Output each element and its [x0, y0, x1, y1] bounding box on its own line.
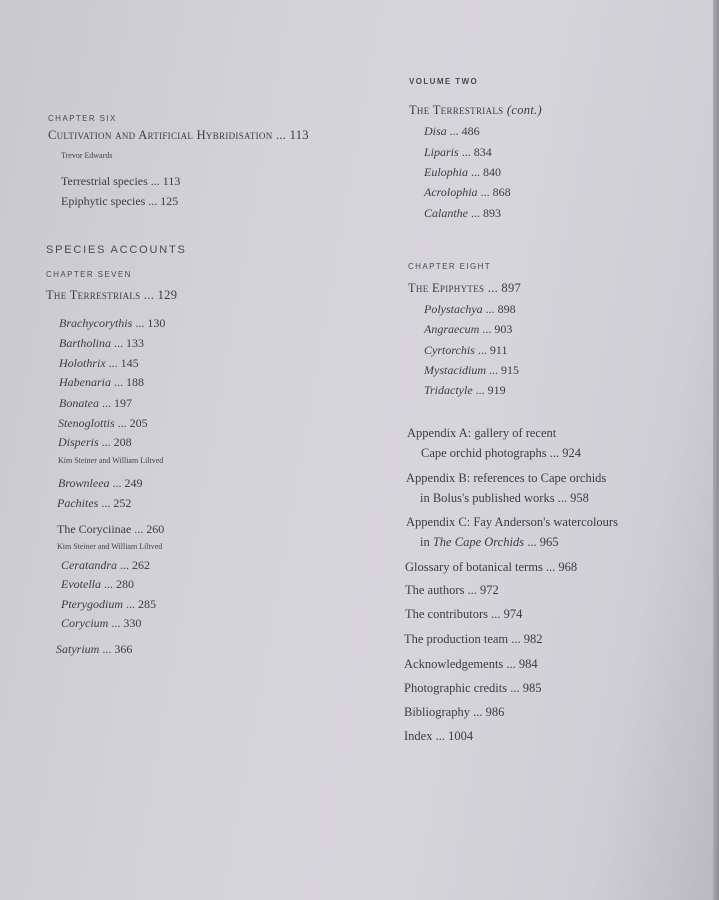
toc-entry: Bartholina ... 133: [59, 336, 145, 350]
chapter-seven-title: The Terrestrials ... 129: [46, 288, 178, 302]
toc-entry: Mystacidium ... 915: [424, 363, 519, 377]
toc-entry: The contributors ... 974: [405, 607, 523, 621]
terrestrials-cont-title: The Terrestrials (cont.): [409, 103, 542, 117]
toc-entry: Liparis ... 834: [424, 145, 492, 159]
toc-entry: Photographic credits ... 985: [404, 681, 542, 695]
chapter-six-label: CHAPTER SIX: [48, 114, 117, 123]
toc-entry: The production team ... 982: [404, 632, 543, 646]
toc-entry: Stenoglottis ... 205: [58, 416, 148, 430]
toc-entry: Ceratandra ... 262: [61, 558, 151, 572]
chapter-six-author: Trevor Edwards: [61, 151, 113, 160]
toc-entry: Epiphytic species ... 125: [61, 194, 179, 208]
toc-entry: Pterygodium ... 285: [61, 597, 156, 611]
appendix-a-line1: Appendix A: gallery of recent: [407, 426, 557, 440]
toc-entry: Acrolophia ... 868: [424, 185, 511, 199]
toc-entry: Tridactyle ... 919: [424, 383, 506, 397]
toc-entry: Eulophia ... 840: [424, 165, 501, 179]
species-accounts-heading: SPECIES ACCOUNTS: [46, 244, 187, 256]
appendix-c-line1: Appendix C: Fay Anderson's watercolours: [406, 515, 618, 529]
toc-entry: Disa ... 486: [424, 124, 480, 138]
toc-entry: Index ... 1004: [404, 729, 474, 743]
toc-entry: Habenaria ... 188: [59, 375, 144, 389]
toc-entry: Satyrium ... 366: [56, 642, 133, 656]
toc-entry: Disperis ... 208: [58, 435, 132, 449]
appendix-b-line2: in Bolus's published works ... 958: [420, 491, 589, 505]
toc-entry: Brownleea ... 249: [58, 476, 143, 490]
appendix-a-line2: Cape orchid photographs ... 924: [421, 446, 582, 460]
toc-entry: Cyrtorchis ... 911: [424, 343, 508, 357]
toc-entry: Bonatea ... 197: [59, 396, 132, 410]
appendix-b-line1: Appendix B: references to Cape orchids: [406, 471, 607, 485]
toc-entry: Terrestrial species ... 113: [61, 174, 181, 188]
coryciinae-author: Kim Steiner and William Liltved: [57, 542, 163, 551]
chapter-eight-label: CHAPTER EIGHT: [408, 262, 492, 271]
volume-label: VOLUME TWO: [409, 77, 479, 86]
toc-entry: Holothrix ... 145: [59, 356, 139, 370]
toc-entry: Bibliography ... 986: [404, 705, 505, 719]
toc-entry: Corycium ... 330: [61, 616, 142, 630]
appendix-c-line2: in The Cape Orchids ... 965: [420, 535, 559, 549]
toc-entry: Glossary of botanical terms ... 968: [405, 560, 578, 574]
toc-entry: Acknowledgements ... 984: [404, 657, 538, 671]
chapter-six-title: Cultivation and Artificial Hybridisation ... 113: [48, 128, 309, 142]
toc-entry: Polystachya ... 898: [424, 302, 516, 316]
page-edge-shadow: [713, 0, 719, 900]
disperis-author: Kim Steiner and William Liltved: [58, 456, 164, 465]
coryciinae-entry: The Coryciinae ... 260: [57, 522, 165, 536]
toc-entry: Pachites ... 252: [57, 496, 132, 510]
toc-entry: Evotella ... 280: [61, 577, 134, 591]
toc-entry: Angraecum ... 903: [424, 322, 513, 336]
toc-entry: Brachycorythis ... 130: [59, 316, 166, 330]
chapter-eight-title: The Epiphytes ... 897: [408, 281, 522, 295]
chapter-seven-label: CHAPTER SEVEN: [46, 270, 132, 279]
toc-entry: The authors ... 972: [405, 583, 499, 597]
toc-entry: Calanthe ... 893: [424, 206, 501, 220]
